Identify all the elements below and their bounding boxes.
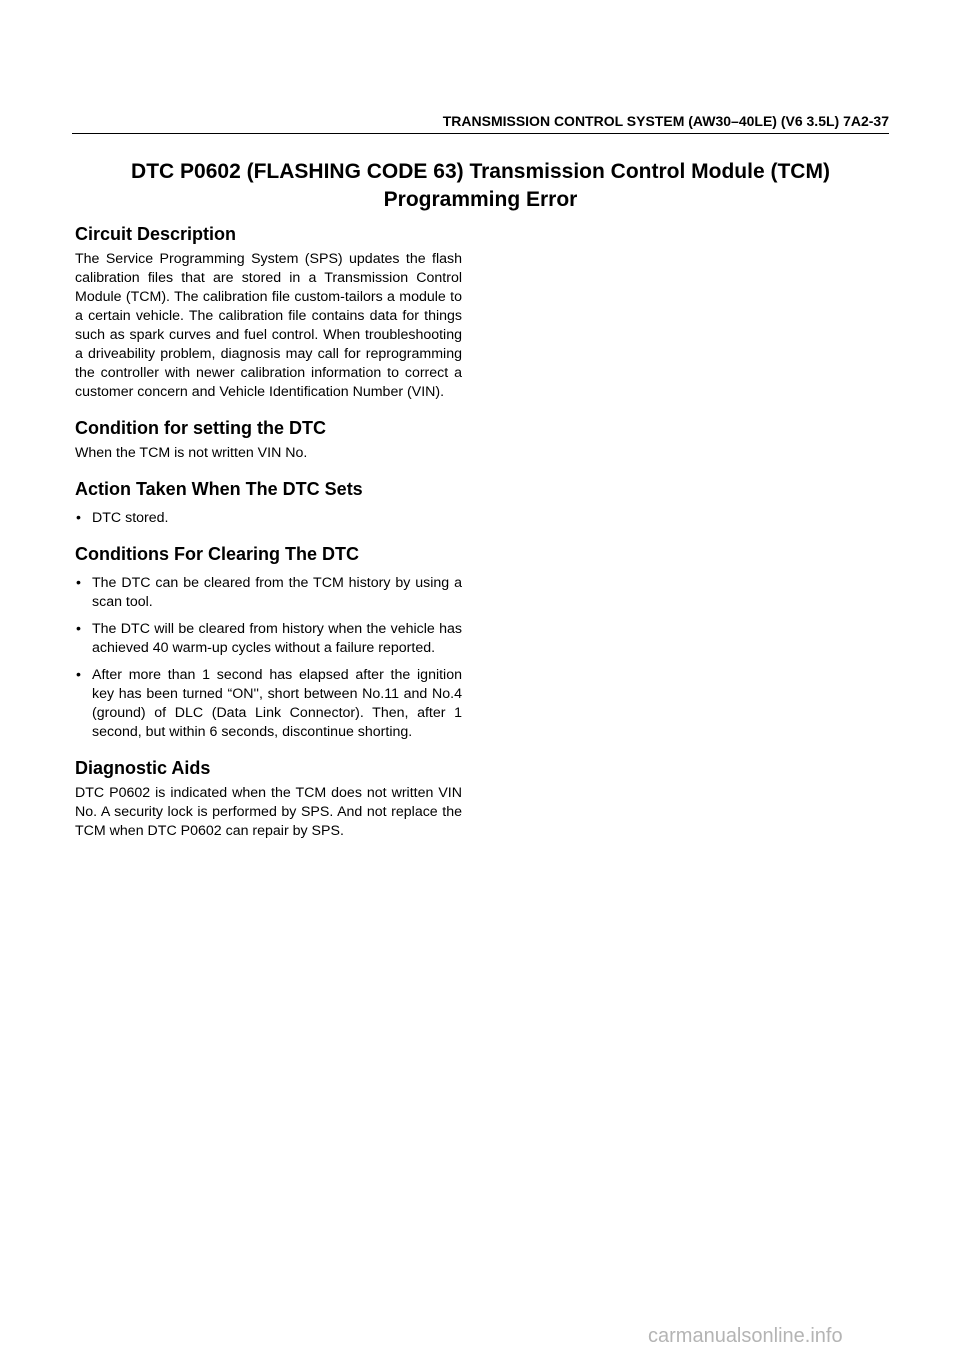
bullet-list (75, 509, 462, 528)
bullet-icon: • (76, 667, 81, 683)
section-circuit-description (75, 222, 462, 402)
section-conditions-clearing (75, 542, 462, 742)
list-item-text: The DTC can be cleared from the TCM history by using a scan tool. (92, 575, 462, 610)
list-item (75, 620, 462, 658)
list-item (75, 574, 462, 612)
section-paragraph: DTC P0602 is indicated when the TCM does not written VIN No. A security lock is performed by SPS. And not replace the TCM when DTC P0602 can repair by SPS. (75, 785, 462, 839)
section-heading: Circuit Description (75, 224, 237, 244)
header-divider (72, 133, 889, 134)
list-item (75, 666, 462, 742)
bullet-icon: • (76, 575, 81, 591)
section-heading: Condition for setting the DTC (75, 418, 326, 438)
section-action-taken (75, 477, 462, 528)
watermark: carmanualsonline.info (648, 1325, 843, 1347)
section-condition-setting (75, 416, 462, 463)
section-heading: Diagnostic Aids (75, 758, 211, 778)
page-title: DTC P0602 (FLASHING CODE 63) Transmission Control Module (TCM) Programming Error (131, 160, 830, 211)
content-column (75, 222, 462, 855)
list-item-text: After more than 1 second has elapsed after the ignition key has been turned “ON'', short between No.11 and No.4 (ground) of DLC (Data Link Connector). Then, after 1 second, but within 6 seconds, discontinue shorting. (92, 667, 462, 740)
list-item (75, 509, 462, 528)
section-diagnostic-aids (75, 756, 462, 841)
section-heading: Conditions For Clearing The DTC (75, 544, 359, 564)
section-heading: Action Taken When The DTC Sets (75, 479, 363, 499)
list-item-text: DTC stored. (92, 510, 169, 526)
bullet-list (75, 574, 462, 742)
running-header: TRANSMISSION CONTROL SYSTEM (AW30–40LE) (V6 3.5L) 7A2-37 (442, 113, 889, 129)
bullet-icon: • (76, 510, 81, 526)
bullet-icon: • (76, 621, 81, 637)
section-paragraph: The Service Programming System (SPS) updates the flash calibration files that are stored in a Transmission Control Module (TCM). The calibration file custom-tailors a module to a certain vehicle. The calibration file contains data for things such as spark curves and fuel control. When troubleshooting a driveability problem, diagnosis may call for reprogramming the controller with newer calibration information to correct a customer concern and Vehicle Identification Number (VIN). (75, 251, 462, 400)
list-item-text: The DTC will be cleared from history when the vehicle has achieved 40 warm-up cycles without a failure reported. (92, 621, 462, 656)
section-paragraph: When the TCM is not written VIN No. (75, 445, 308, 461)
